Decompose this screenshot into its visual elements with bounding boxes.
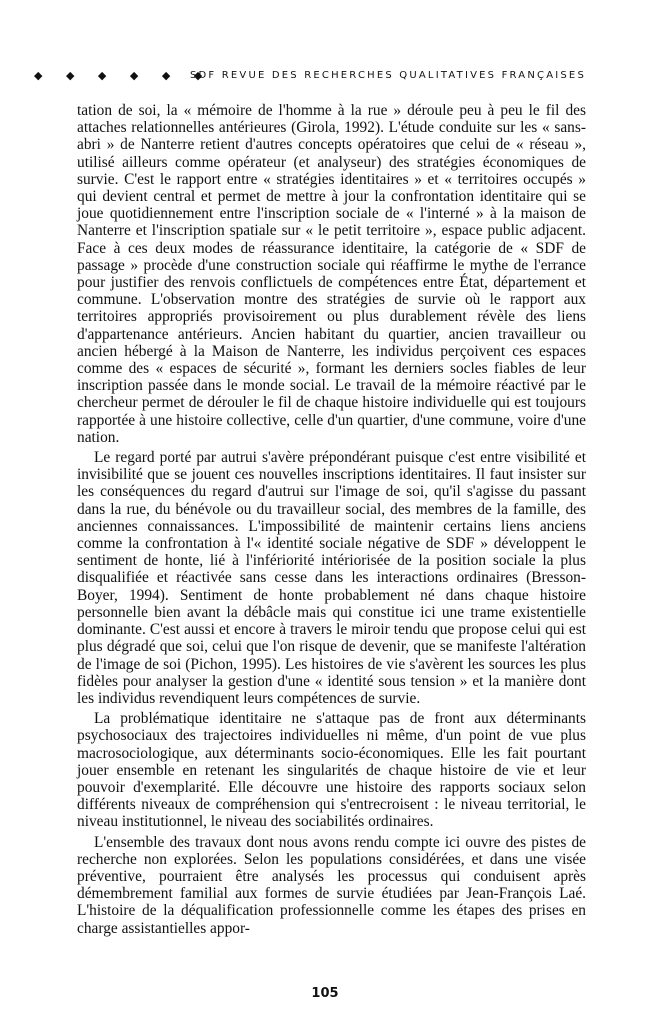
running-title: SDF REVUE DES RECHERCHES QUALITATIVES FRANÇAISES <box>189 70 586 81</box>
body-text <box>77 102 586 937</box>
paragraph: tation de soi, la « mémoire de l'homme à la rue » déroule peu à peu le fil des attaches relationnelles antérieures (Girola, 1992). L'étude conduite sur les « sans-abri » de Nanterre retient d'autres concepts opératoires que celui de « réseau », utilisé ailleurs comme opérateur (et analyseur) des stratégies économiques de survie. C'est le rapport entre « stratégies identitaires » et « territoires occupés » qui devient central et permet de mettre à jour la confrontation identitaire qui se joue quotidiennement entre l'inscription sociale de « l'interné » à la maison de Nanterre et l'inscription spatiale sur « le petit territoire », espace public adjacent. Face à ces deux modes de réassurance identitaire, la catégorie de « SDF de passage » procède d'une construction sociale qui réaffirme le mythe de l'errance pour justifier des renvois conflictuels de compétences entre État, département et commune. L'observation montre des stratégies de survie où le rapport aux territoires appropriés provisoirement ou plus durablement révèle des liens d'appartenance antérieurs. Ancien habitant du quartier, ancien travailleur ou ancien hébergé à la Maison de Nanterre, les individus perçoivent ces espaces comme des « espaces de sécurité », formant les derniers socles fiables de leur inscription passée dans le monde social. Le travail de la mémoire réactivé par le chercheur permet de dérouler le fil de chaque histoire individuelle qui est toujours rapportée à une histoire collective, celle d'un quartier, d'une commune, voire d'une nation. <box>77 102 586 446</box>
paragraph: L'ensemble des travaux dont nous avons rendu compte ici ouvre des pistes de recherche non explorées. Selon les populations considérées, et dans une visée préventive, pourraient être analysés les processus qui conduisent après démembrement familial aux formes de survie étudiées par Jean-François Laé. L'histoire de la déqualification professionnelle comme les étapes des prises en charge assistantielles appor- <box>77 833 586 937</box>
paragraph: La problématique identitaire ne s'attaque pas de front aux déterminants psychosociaux des trajectoires individuelles ni même, d'un point de vue plus macrosociologique, aux déterminants socio-économiques. Elle les fait pourtant jouer ensemble en retenant les singularités de chaque histoire de vie et leur pouvoir d'exemplarité. Elle découvre une histoire des rapports sociaux selon différents niveaux de compréhension qui s'entrecroisent : le niveau territorial, le niveau institutionnel, le niveau des sociabilités ordinaires. <box>77 710 586 831</box>
page-number: 105 <box>311 986 339 1001</box>
page-header <box>34 65 586 87</box>
diamond-ornament-icon: ◆ ◆ ◆ ◆ ◆ ◆ <box>34 69 213 82</box>
paragraph: Le regard porté par autrui s'avère prépondérant puisque c'est entre visibilité et invisibilité que se jouent ces nouvelles inscriptions identitaires. Il faut insister sur les conséquences du regard d'autrui sur l'image de soi, qu'il s'agisse du passant dans la rue, du bénévole ou du travailleur social, des membres de la famille, des anciennes connaissances. L'impossibilité de maintenir certains liens anciens comme la confrontation à l'« identité sociale négative de SDF » développent le sentiment de honte, lié à l'infériorité intériorisée de la position sociale la plus disqualifiée et réactivée sans cesse dans les interactions ordinaires (Bresson-Boyer, 1994). Sentiment de honte probablement né dans chaque histoire personnelle bien avant la débâcle mais qui constitue ici une trame existentielle dominante. C'est aussi et encore à travers le miroir tendu que propose celui qui est plus dégradé que soi, celui que l'on risque de devenir, que se manifeste l'altération de l'image de soi (Pichon, 1995). Les histoires de vie s'avèrent les sources les plus fidèles pour analyser la gestion d'une « identité sous tension » et la manière dont les individus revendiquent leurs compétences de survie. <box>77 449 586 707</box>
